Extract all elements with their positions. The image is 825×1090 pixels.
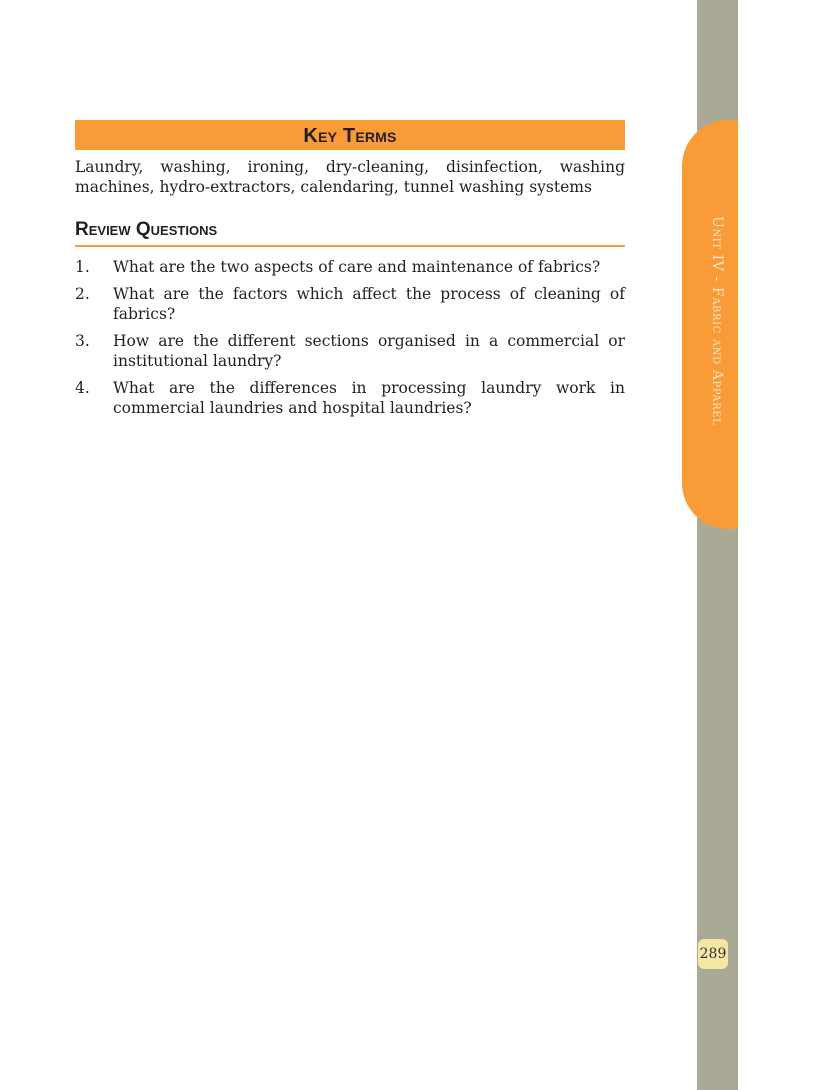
review-questions-title: Review Questions	[75, 219, 218, 240]
question-text: What are the two aspects of care and maintenance of fabrics?	[113, 258, 601, 276]
review-questions-header	[75, 216, 625, 247]
question-number: 1.	[75, 258, 90, 276]
question-number: 2.	[75, 285, 90, 303]
question-item	[75, 257, 625, 277]
question-number: 4.	[75, 379, 90, 397]
question-item	[75, 284, 625, 324]
question-text: What are the factors which affect the process of cleaning of fabrics?	[113, 285, 625, 323]
key-terms-title: Key Terms	[303, 125, 397, 147]
question-item	[75, 331, 625, 371]
question-text: How are the different sections organised in a commercial or institutional laundry?	[113, 332, 625, 370]
question-number: 3.	[75, 332, 90, 350]
key-terms-header	[75, 120, 625, 150]
review-questions-list	[75, 257, 625, 425]
question-item	[75, 378, 625, 418]
key-terms-list: Laundry, washing, ironing, dry-cleaning, disinfection, washing machines, hydro-extractors, calendaring, tunnel washing systems	[75, 158, 625, 196]
unit-side-tab-label: Unit IV - Fabric and Apparel	[709, 216, 725, 426]
question-text: What are the differences in processing laundry work in commercial laundries and hospital laundries?	[113, 379, 625, 417]
page-number: 289	[698, 939, 728, 969]
